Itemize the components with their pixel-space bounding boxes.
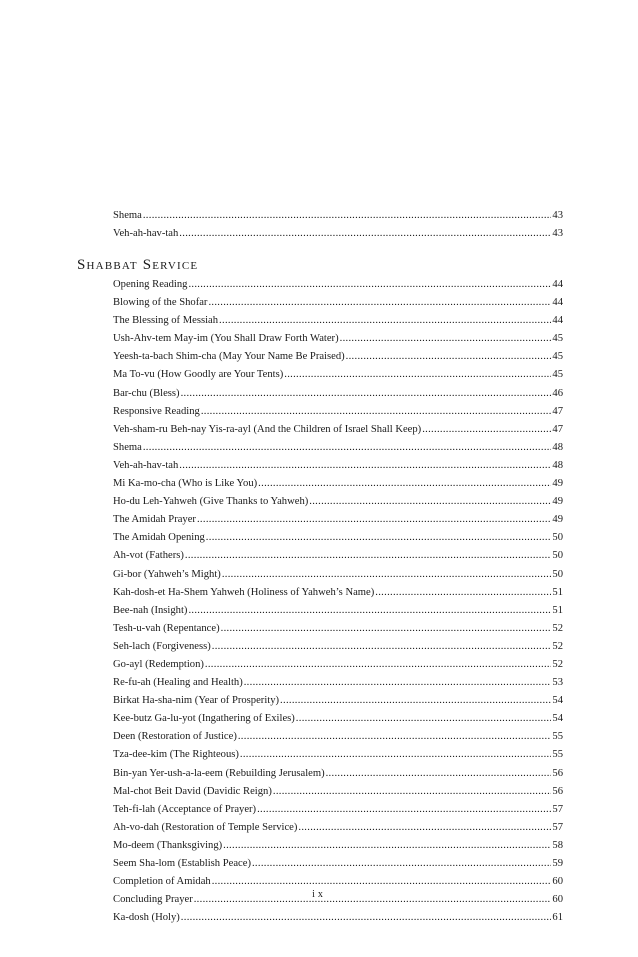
toc-entry	[113, 493, 563, 511]
toc-entry-page: 47	[552, 405, 563, 417]
toc-entry	[113, 638, 563, 656]
toc-entry	[113, 366, 563, 384]
toc-entry	[113, 710, 563, 728]
toc-entry	[113, 801, 563, 819]
toc-entry	[113, 837, 563, 855]
toc-entry	[113, 529, 563, 547]
toc-entry-title: Tesh-u-vah (Repentance)	[113, 622, 220, 634]
toc-entry	[113, 385, 563, 403]
toc-entry-page: 56	[552, 767, 563, 779]
toc-entry-page: 49	[552, 478, 563, 490]
toc-entry-page: 57	[552, 821, 563, 833]
toc-entry-title: Tza-dee-kim (The Righteous)	[113, 749, 239, 761]
toc-entry	[113, 783, 563, 801]
toc-entry	[113, 294, 563, 312]
dot-leader	[222, 566, 552, 584]
toc-entry	[113, 674, 563, 692]
toc-entry-page: 59	[552, 858, 563, 869]
toc-entry-page: 45	[552, 351, 563, 363]
toc-entry	[113, 421, 563, 439]
toc-entry-title: Gi-bor (Yahweh’s Might)	[113, 568, 221, 580]
toc-entry	[113, 855, 563, 873]
toc-entry-title: Go-ayl (Redemption)	[113, 658, 204, 670]
toc-entry-page: 54	[552, 713, 563, 725]
toc-entry	[113, 276, 563, 294]
toc-entry	[113, 403, 563, 421]
dot-leader	[309, 493, 551, 511]
dot-leader	[258, 475, 551, 493]
toc-entry-title: Ah-vot (Fathers)	[113, 550, 184, 562]
dot-leader	[223, 837, 551, 855]
toc-entry-page: 45	[552, 369, 563, 381]
toc-entry	[113, 692, 563, 710]
dot-leader	[326, 765, 552, 783]
toc-entry-page: 52	[552, 622, 563, 634]
dot-leader	[284, 366, 551, 384]
toc-entry-page: 44	[552, 315, 563, 327]
toc-entry-title: Bin-yan Yer-ush-a-la-eem (Rebuilding Jerusalem)	[113, 767, 325, 779]
toc-entry-page: 57	[552, 803, 563, 815]
toc-entry	[113, 909, 563, 927]
toc-entry	[113, 475, 563, 493]
dot-leader	[340, 330, 552, 348]
toc-entry-title: Opening Reading	[113, 279, 188, 290]
toc-entry-title: Seem Sha-lom (Establish Peace)	[113, 858, 251, 869]
dot-leader	[208, 294, 551, 312]
toc-entry-page: 43	[552, 228, 563, 240]
dot-leader	[197, 511, 551, 529]
dot-leader	[201, 403, 552, 421]
toc-entry-page: 46	[552, 387, 563, 399]
toc-entry	[113, 312, 563, 330]
toc-entry-title: Veh-ah-hav-tah	[113, 228, 179, 240]
toc-entry-page: 45	[552, 333, 563, 345]
dot-leader	[206, 529, 552, 547]
toc-entry-title: Teh-fi-lah (Acceptance of Prayer)	[113, 803, 257, 815]
toc-entry-page: 51	[552, 586, 563, 598]
toc-entry-title: Ma To-vu (How Goodly are Your Tents)	[113, 369, 284, 381]
toc-entry-title: Bar-chu (Bless)	[113, 387, 180, 399]
toc-entry-title: The Amidah Opening	[113, 532, 205, 544]
dot-leader	[346, 348, 552, 366]
toc-entry-page: 52	[552, 640, 563, 652]
dot-leader	[296, 710, 552, 728]
toc-entry-page: 56	[552, 785, 563, 797]
dot-leader	[422, 421, 551, 439]
toc-entry	[113, 348, 563, 366]
toc-entry-page: 54	[552, 695, 563, 707]
dot-leader	[252, 855, 551, 873]
toc-entry-title: Seh-lach (Forgiveness)	[113, 640, 211, 652]
toc-entry-title: Kee-butz Ga-lu-yot (Ingathering of Exiles)	[113, 713, 295, 725]
toc-entry-page: 44	[552, 297, 563, 309]
toc-entry-page: 48	[552, 459, 563, 471]
dot-leader	[205, 656, 552, 674]
toc-entry-title: Deen (Restoration of Justice)	[113, 731, 237, 743]
toc-entry-title: Shema	[113, 441, 142, 453]
toc-entry-page: 44	[552, 279, 563, 290]
dot-leader	[179, 225, 551, 243]
toc-entry-title: Blowing of the Shofar	[113, 297, 208, 309]
toc-entry-title: Responsive Reading	[113, 405, 200, 417]
toc-entry	[113, 457, 563, 475]
toc-entry-title: Ush-Ahv-tem May-im (You Shall Draw Forth Water)	[113, 333, 339, 345]
toc-entry-page: 50	[552, 532, 563, 544]
toc-entry-title: Completion of Amidah	[113, 876, 211, 888]
toc-entry-title: Shema	[113, 210, 142, 221]
dot-leader	[143, 439, 552, 457]
toc-entry-title: Yeesh-ta-bach Shim-cha (May Your Name Be Praised)	[113, 351, 345, 363]
dot-leader	[179, 457, 551, 475]
toc-entry	[113, 746, 563, 764]
toc-entry	[113, 566, 563, 584]
dot-leader	[298, 819, 551, 837]
toc-entry-title: Bee-nah (Insight)	[113, 604, 188, 616]
dot-leader	[280, 692, 551, 710]
toc-entry-page: 50	[552, 550, 563, 562]
toc-entry	[113, 656, 563, 674]
toc-entry	[113, 819, 563, 837]
dot-leader	[219, 312, 551, 330]
toc-entry	[113, 511, 563, 529]
toc-entry-title: Re-fu-ah (Healing and Health)	[113, 677, 243, 689]
dot-leader	[273, 783, 552, 801]
dot-leader	[257, 801, 551, 819]
toc-preceding-entries	[113, 207, 563, 243]
toc-entry-title: Mal-chot Beit David (Davidic Reign)	[113, 785, 272, 797]
toc-entry-page: 50	[552, 568, 563, 580]
toc-entry	[113, 547, 563, 565]
toc-entry-title: Concluding Prayer	[113, 894, 193, 906]
toc-entry-page: 61	[552, 912, 563, 924]
dot-leader	[212, 638, 552, 656]
toc-entry	[113, 439, 563, 457]
toc-entry	[113, 584, 563, 602]
toc-entry-page: 53	[552, 677, 563, 689]
toc-entry-page: 55	[552, 731, 563, 743]
toc-entry-page: 47	[552, 423, 563, 435]
toc-entry-title: Veh-sham-ru Beh-nay Yis-ra-ayl (And the Children of Israel Shall Keep)	[113, 423, 422, 435]
toc-entry-page: 60	[552, 894, 563, 906]
toc-entry-page: 51	[552, 604, 563, 616]
toc-entry-page: 49	[552, 496, 563, 508]
toc-entry	[113, 765, 563, 783]
toc-entry-page: 52	[552, 658, 563, 670]
toc-entry-page: 48	[552, 441, 563, 453]
toc-entry-title: Mo-deem (Thanksgiving)	[113, 839, 223, 851]
toc-entry-page: 60	[552, 876, 563, 888]
toc-entry-title: Veh-ah-hav-tah	[113, 459, 179, 471]
toc-entry	[113, 728, 563, 746]
toc-entry-title: Kah-dosh-et Ha-Shem Yahweh (Holiness of Yahweh’s Name)	[113, 586, 375, 598]
toc-entry	[113, 207, 563, 225]
dot-leader	[188, 276, 551, 294]
toc-entry-title: Ka-dosh (Holy)	[113, 912, 180, 924]
toc-entry-title: The Blessing of Messiah	[113, 315, 219, 327]
toc-entry-page: 58	[552, 839, 563, 851]
toc-section-entries	[113, 276, 563, 927]
dot-leader	[375, 584, 551, 602]
section-heading: Shabbat Service	[77, 257, 199, 273]
dot-leader	[181, 385, 552, 403]
dot-leader	[181, 909, 552, 927]
toc-entry	[113, 225, 563, 243]
page-number: ix	[312, 889, 326, 900]
toc-entry-page: 43	[552, 210, 563, 221]
toc-entry-title: Mi Ka-mo-cha (Who is Like You)	[113, 478, 258, 490]
dot-leader	[240, 746, 552, 764]
dot-leader	[244, 674, 552, 692]
toc-entry-title: The Amidah Prayer	[113, 514, 196, 526]
dot-leader	[185, 547, 552, 565]
toc-entry-title: Birkat Ha-sha-nim (Year of Prosperity)	[113, 695, 280, 707]
toc-entry-page: 55	[552, 749, 563, 761]
dot-leader	[188, 602, 551, 620]
toc-entry	[113, 330, 563, 348]
toc-entry	[113, 602, 563, 620]
toc-entry-title: Ah-vo-dah (Restoration of Temple Service)	[113, 821, 298, 833]
dot-leader	[238, 728, 552, 746]
toc-entry	[113, 620, 563, 638]
dot-leader	[221, 620, 552, 638]
dot-leader	[143, 207, 552, 225]
toc-entry-title: Ho-du Leh-Yahweh (Give Thanks to Yahweh)	[113, 496, 309, 508]
toc-entry-page: 49	[552, 514, 563, 526]
